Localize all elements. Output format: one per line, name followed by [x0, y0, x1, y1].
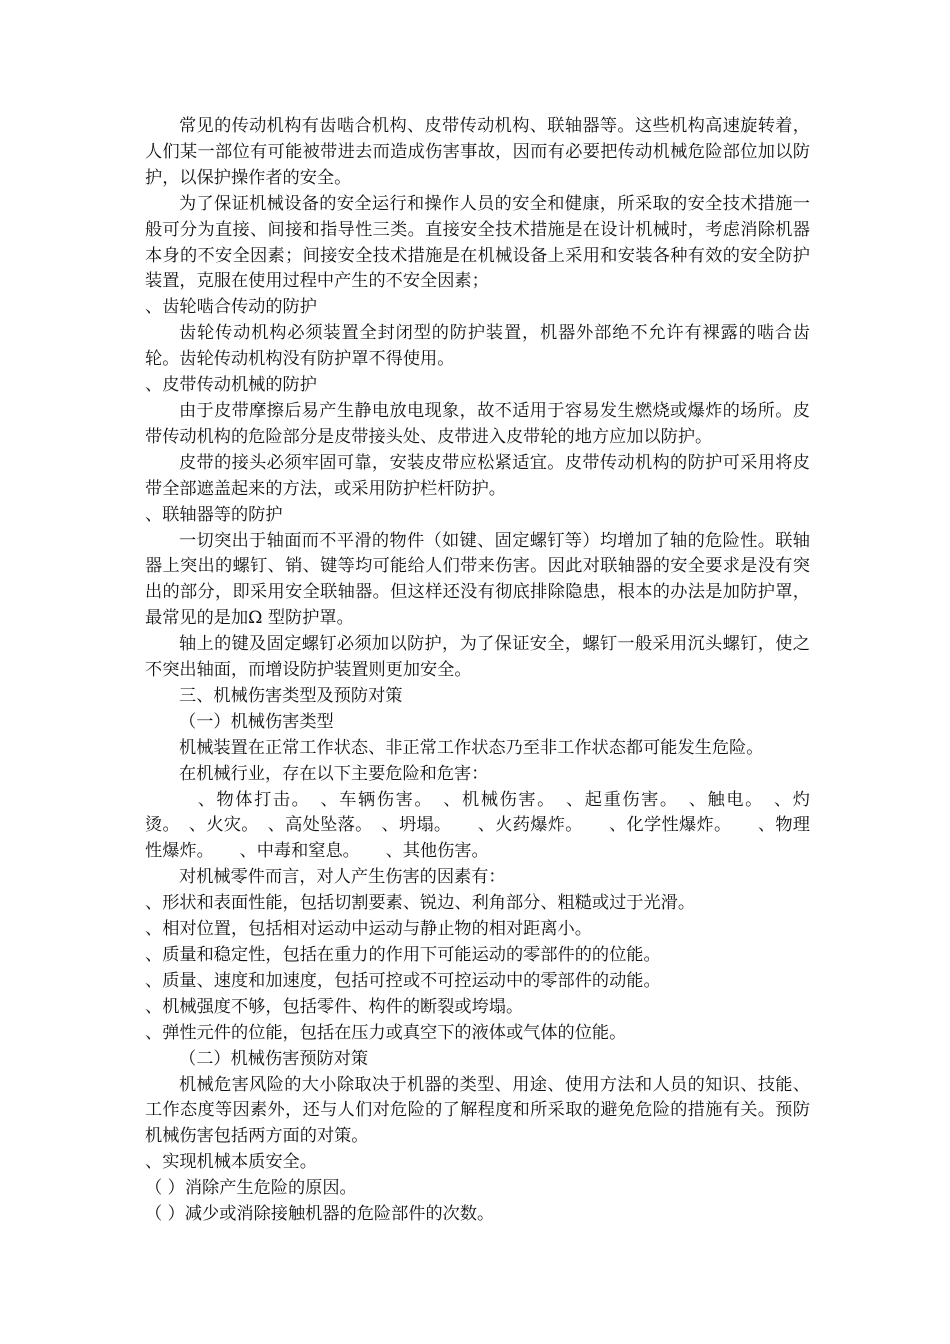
section-heading: 、联轴器等的防护 — [145, 504, 283, 525]
paragraph: 轴上的键及固定螺钉必须加以防护，为了保证安全，螺钉一般采用沉头螺钉，使之不突出轴面，而增设防护装置则更加安全。 — [145, 634, 810, 681]
section-heading: 、齿轮啮合传动的防护 — [145, 297, 317, 318]
list-item: 、弹性元件的位能，包括在压力或真空下的液体或气体的位能。 — [145, 1022, 627, 1043]
section-heading: 、皮带传动机械的防护 — [145, 375, 317, 396]
document-body — [145, 114, 810, 1228]
paragraph: 机械危害风险的大小除取决于机器的类型、用途、使用方法和人员的知识、技能、工作态度等因素外，还与人们对危险的了解程度和所采取的避免危险的措施有关。预防机械伤害包括两方面的对策。 — [145, 1074, 810, 1147]
paragraph: 机械装置在正常工作状态、非正常工作状态乃至非工作状态都可能发生危险。 — [179, 737, 764, 758]
list-item: 、质量、速度和加速度，包括可控或不可控运动中的零部件的动能。 — [145, 970, 661, 991]
paragraph: 在机械行业，存在以下主要危险和危害： — [179, 763, 489, 784]
paragraph: 为了保证机械设备的安全运行和操作人员的安全和健康，所采取的安全技术措施一般可分为直接、间接和指导性三类。直接安全技术措施是在设计机械时，考虑消除机器本身的不安全因素；间接安全技术措施是在机械设备上采用和安装各种有效的安全防护装置，克服在使用过程中产生的不安全因素； — [145, 193, 810, 292]
list-item: 、形状和表面性能，包括切割要素、锐边、利角部分、粗糙或过于光滑。 — [145, 893, 696, 914]
paragraph: 常见的传动机构有齿啮合机构、皮带传动机构、联轴器等。这些机构高速旋转着，人们某一部位有可能被带进去而造成伤害事故，因而有必要把传动机械危险部位加以防护，以保护操作者的安全。 — [145, 116, 810, 188]
paragraph: 一切突出于轴面而不平滑的物件（如键、固定螺钉等）均增加了轴的危险性。联轴器上突出的螺钉、销、键等均可能给人们带来伤害。因此对联轴器的安全要求是没有突出的部分，即采用安全联轴器。但这样还没有彻底排除隐患，根本的办法是加防护罩，最常见的是加Ω 型防护罩。 — [145, 530, 810, 629]
paragraph: 皮带的接头必须牢固可靠，安装皮带应松紧适宜。皮带传动机构的防护可采用将皮带全部遮盖起来的方法，或采用防护栏杆防护。 — [145, 452, 810, 499]
chapter-heading: 三、机械伤害类型及预防对策 — [179, 685, 403, 706]
list-item: 、相对位置，包括相对运动中运动与静止物的相对距离小。 — [145, 919, 592, 940]
list-item: （ ）减少或消除接触机器的危险部件的次数。 — [145, 1204, 495, 1225]
list-item: 、实现机械本质安全。 — [145, 1152, 317, 1173]
paragraph: 由于皮带摩擦后易产生静电放电现象，故不适用于容易发生燃烧或爆炸的场所。皮带传动机构的危险部分是皮带接头处、皮带进入皮带轮的地方应加以防护。 — [145, 400, 810, 447]
paragraph: 齿轮传动机构必须装置全封闭型的防护装置，机器外部绝不允许有裸露的啮合齿轮。齿轮传动机构没有防护罩不得使用。 — [145, 323, 810, 370]
list-item: （ ）消除产生危险的原因。 — [145, 1178, 357, 1199]
list-item: 、机械强度不够，包括零件、构件的断裂或垮塌。 — [145, 996, 524, 1017]
subsection-heading: （一）机械伤害类型 — [179, 711, 334, 732]
subsection-heading: （二）机械伤害预防对策 — [179, 1048, 369, 1069]
paragraph: 对机械零件而言，对人产生伤害的因素有： — [179, 867, 506, 888]
hazard-list: 、物体打击。 、车辆伤害。 、机械伤害。 、起重伤害。 、触电。 、灼烫。 、火灾。 、高处坠落。 、坍塌。 、火药爆炸。 、化学性爆炸。 、物理性爆炸。 、中毒和窒息。 、其他伤害。 — [145, 789, 810, 862]
list-item: 、质量和稳定性，包括在重力的作用下可能运动的零部件的的位能。 — [145, 945, 661, 965]
